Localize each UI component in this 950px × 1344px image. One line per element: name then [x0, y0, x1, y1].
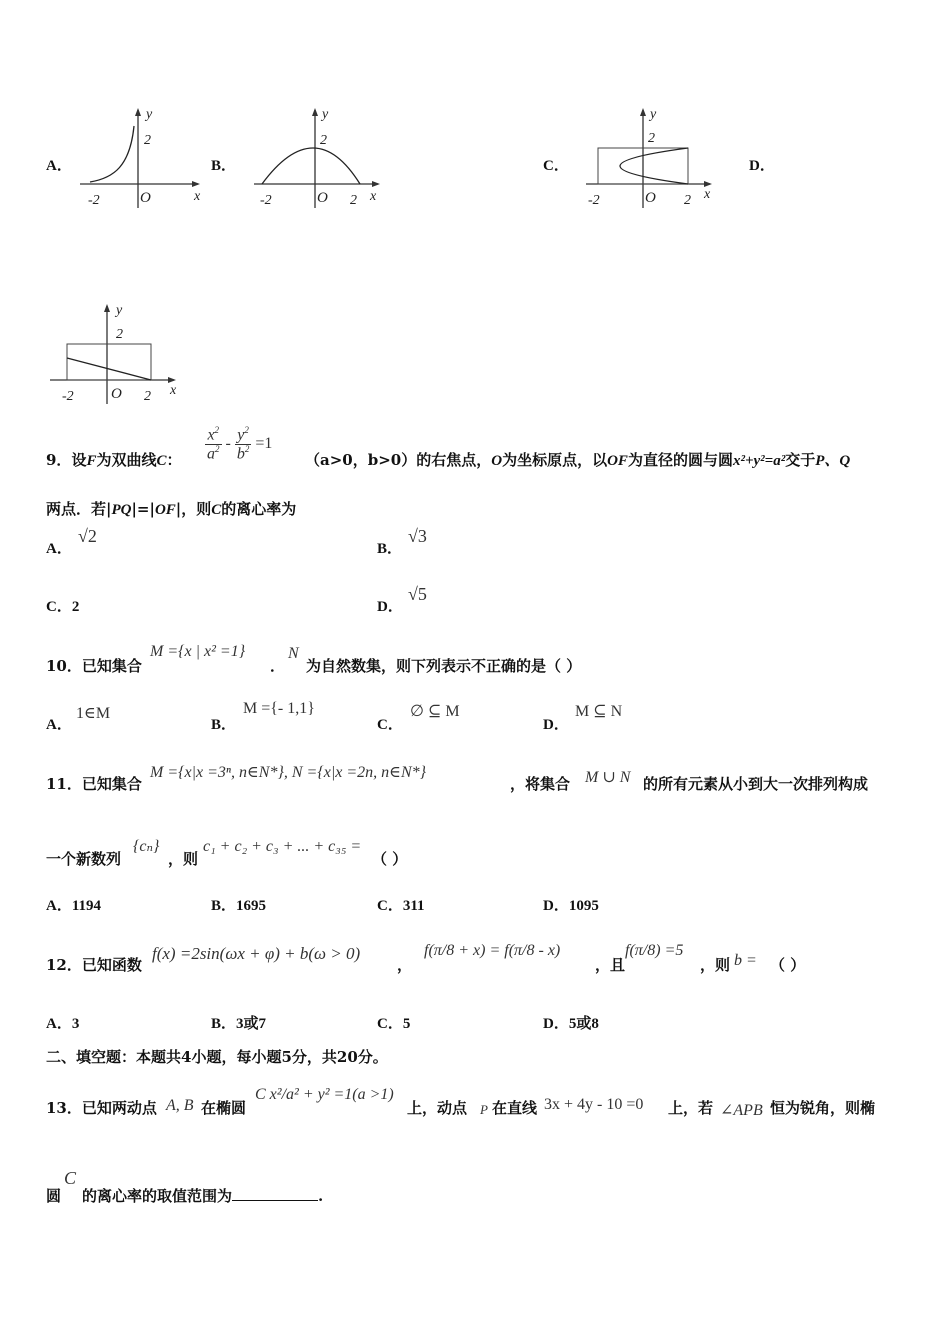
q11-option-a: A．1194: [46, 898, 102, 914]
q13-t5: 恒为锐角，则椭: [770, 1099, 876, 1117]
q10-option-d-value: M ⊆ N: [575, 703, 623, 720]
q12-value: f(π/8) =5: [625, 942, 684, 959]
q13-line2a: 圆: [46, 1187, 62, 1205]
q13-ellipse: C x²/a² + y² =1(a >1): [255, 1086, 394, 1103]
graph-b: [250, 104, 390, 214]
tick-neg2: -2: [62, 389, 74, 404]
axis-y-label: y: [650, 107, 657, 122]
tick-pos2: 2: [144, 389, 151, 404]
q11-option-c: C．311: [377, 898, 425, 914]
q10-option-b-value: M ={- 1,1}: [243, 700, 315, 717]
q12-and: ，且: [595, 956, 626, 974]
q13-number: 13．已知两动点: [46, 1099, 157, 1117]
q9-option-a: A．: [46, 541, 72, 557]
q11-line2b: ，则: [168, 850, 199, 868]
graph-d: [46, 300, 186, 410]
q13-line: 3x + 4y - 10 =0: [544, 1096, 644, 1113]
q11-number: 11．已知集合: [46, 775, 142, 793]
q12-function: f(x) =2sin(ωx + φ) + b(ω > 0): [152, 944, 361, 963]
q9-line1: 9．设F为双曲线C：: [46, 451, 182, 469]
q12-then: ，则: [700, 956, 731, 974]
axis-y-label: y: [116, 303, 123, 318]
q9-line2: 两点．若|PQ|=|OF|，则C的离心率为: [46, 500, 297, 518]
q10-set-m: M ={x | x² =1}: [150, 643, 246, 660]
q13-angle: ∠APB: [720, 1102, 763, 1119]
q11-option-b: B．1695: [211, 898, 267, 914]
q11-union: M ∪ N: [585, 769, 631, 786]
axis-y-label: y: [322, 107, 329, 122]
q9-option-c: C．2: [46, 599, 80, 615]
origin-label: O: [317, 190, 328, 206]
tick-neg2: -2: [588, 193, 600, 208]
tick-pos2: 2: [684, 193, 691, 208]
q12-option-c: C．5: [377, 1016, 411, 1032]
q13-c: C: [64, 1168, 77, 1188]
graph-a: [76, 104, 206, 214]
q10-number: 10．已知集合: [46, 657, 142, 675]
tick-2: 2: [648, 131, 655, 146]
q11-sum: c₁ + c₂ + c₃ + ... + c₃₅ =: [203, 838, 362, 855]
q9-option-b: B．: [377, 541, 403, 557]
q10-option-d: D．: [543, 717, 569, 733]
tick-pos2: 2: [350, 193, 357, 208]
q10-option-c-value: ∅ ⊆ M: [410, 703, 460, 720]
q11-sets: M ={x|x =3ⁿ, n∈N*}, N ={x|x =2n, n∈N*}: [150, 764, 427, 781]
q10-dot: ．: [270, 657, 286, 675]
q11-line2c: （ ）: [372, 850, 408, 868]
q12-paren: （ ）: [770, 956, 806, 974]
option-c-label: C．: [543, 158, 569, 174]
tick-neg2: -2: [260, 193, 272, 208]
axis-x-label: x: [194, 189, 201, 204]
q12-number: 12．已知函数: [46, 956, 142, 974]
axis-y-label: y: [146, 107, 153, 122]
tick-2: 2: [116, 327, 123, 342]
q12-option-d: D．5或8: [543, 1016, 599, 1032]
origin-label: O: [140, 190, 151, 206]
q11-seq: {cₙ}: [133, 838, 160, 855]
q13-line2b: 的离心率的取值范围为 .: [82, 1187, 324, 1205]
q10-set-n: N: [288, 645, 299, 662]
q11-rest2: 的所有元素从小到大一次排列构成: [643, 775, 869, 793]
axis-x-label: x: [704, 187, 711, 202]
axis-x-label: x: [370, 189, 377, 204]
section-title: 二、填空题：本题共4小题，每小题5分，共20分。: [46, 1048, 388, 1066]
q11-rest: ，将集合: [510, 775, 571, 793]
q10-rest: 为自然数集，则下列表示不正确的是（ ）: [306, 657, 582, 675]
q13-ab: A, B: [166, 1097, 194, 1114]
option-b-label: B．: [211, 158, 237, 174]
q9-option-a-value: √2: [78, 526, 97, 546]
q9-line1-rest: （a>0，b>0）的右焦点，O为坐标原点，以OF为直径的圆与圆x²+y²=a²交于P、Q: [305, 451, 851, 469]
graph-c: [582, 104, 722, 214]
origin-label: O: [111, 386, 122, 402]
q12-option-a: A．3: [46, 1016, 80, 1032]
q13-p: P: [480, 1102, 488, 1117]
option-a-label: A．: [46, 158, 72, 174]
q10-option-c: C．: [377, 717, 403, 733]
q12-b: b =: [734, 952, 757, 969]
q11-option-d: D．1095: [543, 898, 599, 914]
q12-comma: ，: [397, 956, 413, 974]
origin-label: O: [645, 190, 656, 206]
q9-option-b-value: √3: [408, 526, 427, 546]
q13-t1: 在椭圆: [201, 1099, 247, 1117]
q10-option-b: B．: [211, 717, 237, 733]
q10-option-a-value: 1∈M: [76, 705, 111, 722]
q12-option-b: B．3或7: [211, 1016, 267, 1032]
tick-2: 2: [144, 133, 151, 148]
q11-line2a: 一个新数列: [46, 850, 122, 868]
q13-t2: 上，动点: [407, 1099, 468, 1117]
q9-option-d: D．: [377, 599, 403, 615]
tick-neg2: -2: [88, 193, 100, 208]
q13-t3: 在直线: [492, 1099, 538, 1117]
q9-option-d-value: √5: [408, 584, 427, 604]
q9-hyperbola-equation: $\frac{x^2}{a^2}$ - $\frac{y^2}{b^2}$ =1: [207, 425, 273, 463]
answer-blank[interactable]: [232, 1186, 318, 1201]
tick-2: 2: [320, 133, 327, 148]
q12-symmetry: f(π/8 + x) = f(π/8 - x): [424, 942, 561, 959]
option-d-label: D．: [749, 158, 775, 174]
q10-option-a: A．: [46, 717, 72, 733]
axis-x-label: x: [170, 383, 177, 398]
q13-t4: 上，若: [668, 1099, 714, 1117]
